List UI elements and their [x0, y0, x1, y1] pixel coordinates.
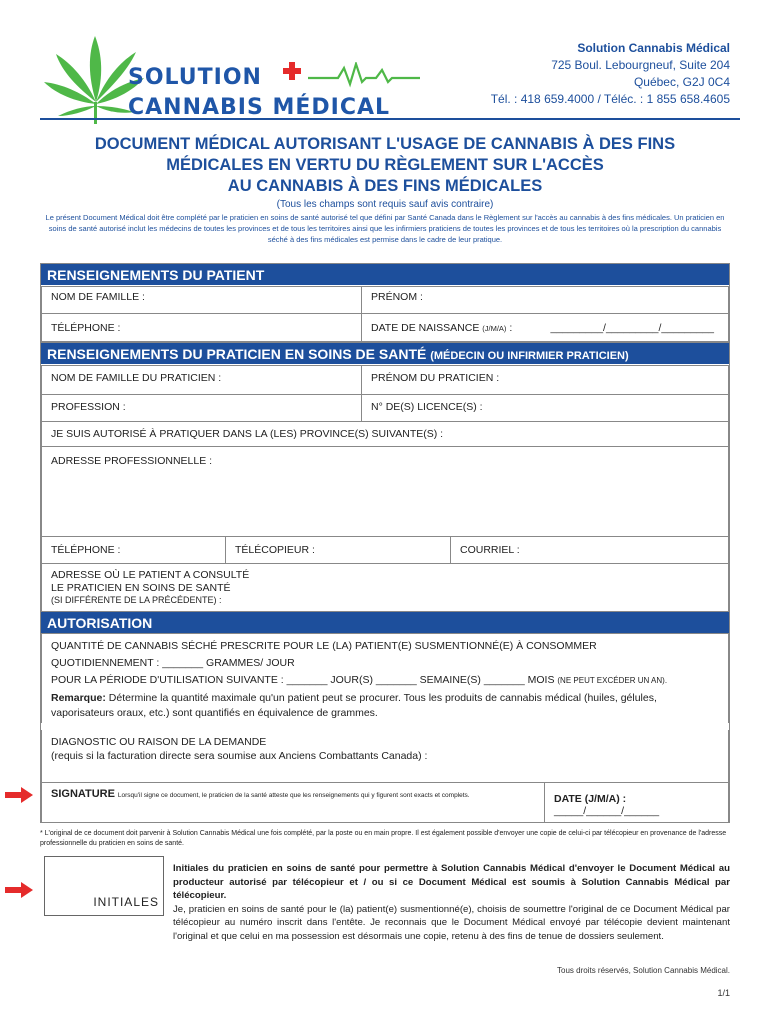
document-intro: Le présent Document Médical doit être complété par le praticien en soins de santé autorisé tel que défini par Santé Canada dans le Règlement sur l'accès au cannabis à des fins médicales. Un praticien en soins de santé autorisé inclut les médecins de toutes les provinces et de tous les territoires ainsi que les infirmiers praticiens de toutes les provinces et de tous les territoires où la prescription du cannabis séché à des fins médicales est permise dans le cadre de leur pratique. [45, 213, 725, 244]
company-address-line1: 725 Boul. Lebourgneuf, Suite 204 [551, 58, 730, 72]
consult-address-line2: LE PRATICIEN EN SOINS DE SANTÉ [51, 581, 231, 594]
date-field[interactable] [544, 782, 729, 823]
initials-heading: Initiales du praticien en soins de santé pour permettre à Solution Cannabis Médical d'envoyer le Document Médical au producteur autorisé par télécopieur et / ou si ce Document Médical est soumis à Solution Cannabis Médical par télécopieur. [173, 863, 730, 901]
patient-last-name-label: NOM DE FAMILLE : [51, 291, 145, 303]
practitioner-provinces-label: JE SUIS AUTORISÉ À PRATIQUER DANS LA (LES) PROVINCE(S) SUIVANTE(S) : [51, 428, 444, 440]
practitioner-email-label: COURRIEL : [460, 544, 520, 556]
rights-notice: Tous droits réservés, Solution Cannabis Médical. [557, 966, 730, 975]
header-divider [40, 118, 740, 120]
practitioner-heading-text: RENSEIGNEMENTS DU PRATICIEN EN SOINS DE SANTÉ [47, 346, 427, 362]
practitioner-address-field[interactable] [41, 446, 729, 537]
patient-dob-label: DATE DE NAISSANCE [371, 322, 480, 334]
date-label: DATE (J/M/A) : [554, 793, 627, 805]
medical-cross-icon [283, 62, 301, 80]
signature-note: Lorsqu'il signe ce document, le praticien de la santé atteste que les renseignements qui y figurent sont exacts et complets. [117, 792, 470, 799]
period-note: (NE PEUT EXCÉDER UN AN). [557, 676, 668, 685]
company-logo [40, 32, 420, 127]
company-address-line2: Québec, G2J 0C4 [633, 75, 730, 89]
practitioner-section-heading [41, 343, 729, 364]
signature-field[interactable] [41, 782, 545, 823]
practitioner-phone-label: TÉLÉPHONE : [51, 544, 121, 556]
patient-first-name-field[interactable] [361, 286, 729, 314]
practitioner-fax-field[interactable] [225, 536, 451, 564]
heartbeat-icon [308, 62, 420, 88]
page-number: 1/1 [717, 988, 730, 998]
document-subtitle: (Tous les champs sont requis sauf avis contraire) [276, 199, 494, 210]
practitioner-profession-label: PROFESSION : [51, 401, 126, 413]
consult-address-line1: ADRESSE OÙ LE PATIENT A CONSULTÉ [51, 569, 250, 581]
authorization-quantity-block[interactable] [41, 633, 729, 723]
logo-line2: CANNABIS MÉDICAL [128, 95, 391, 120]
company-phone-fax: Tél. : 418 659.4000 / Téléc. : 1 855 658.4605 [490, 92, 730, 106]
date-blank: _____/______/______ [554, 805, 660, 817]
initials-consent-text [173, 862, 730, 943]
remark-label: Remarque: [51, 692, 106, 704]
practitioner-fax-label: TÉLÉCOPIEUR : [235, 544, 315, 556]
diagnosis-label: DIAGNOSTIC OU RAISON DE LA DEMANDE [51, 736, 267, 748]
logo-line1: SOLUTION [128, 65, 262, 90]
diagnosis-note: (requis si la facturation directe sera soumise aux Anciens Combattants Canada) : [51, 750, 428, 762]
practitioner-first-name-field[interactable] [361, 365, 729, 395]
patient-dob-field[interactable] [361, 313, 729, 342]
initials-field[interactable] [44, 856, 164, 916]
practitioner-email-field[interactable] [450, 536, 729, 564]
initials-body: Je, praticien en soins de santé pour le (la) patient(e) susmentionné(e), choisis de soumettre l'original de ce Document Médical par télécopieur au numéro inscrit dans l'entête. Je reconnais que le Document Médical envoyé par télécopie devient maintenant l'original et que celui en ma possession est désormais une copie, retenu à des fins de tenue de dossiers seulement. [173, 903, 730, 942]
practitioner-address-label: ADRESSE PROFESSIONNELLE : [51, 455, 213, 467]
quantity-line2: QUOTIDIENNEMENT : _______ GRAMMES/ JOUR [51, 657, 295, 669]
patient-section-heading: RENSEIGNEMENTS DU PATIENT [41, 264, 729, 285]
consult-address-line3: (SI DIFFÉRENTE DE LA PRÉCÉDENTE) : [51, 595, 222, 605]
document-title [40, 134, 730, 197]
patient-dob-format: (J/M/A) [482, 324, 507, 333]
initials-label: INITIALES [93, 895, 159, 909]
practitioner-heading-note: (MÉDECIN OU INFIRMIER PRATICIEN) [430, 350, 629, 362]
practitioner-last-name-field[interactable] [41, 365, 362, 395]
practitioner-last-name-label: NOM DE FAMILLE DU PRATICIEN : [51, 372, 222, 384]
practitioner-licence-field[interactable] [361, 394, 729, 422]
patient-first-name-label: PRÉNOM : [371, 291, 423, 303]
title-line3: AU CANNABIS À DES FINS MÉDICALES [227, 177, 543, 195]
company-name: Solution Cannabis Médical [577, 41, 730, 55]
authorization-section-heading: AUTORISATION [41, 612, 729, 633]
initials-arrow-icon [5, 882, 33, 898]
practitioner-provinces-field[interactable] [41, 421, 729, 447]
patient-phone-label: TÉLÉPHONE : [51, 322, 121, 334]
patient-dob-colon: : [506, 322, 513, 334]
patient-last-name-field[interactable] [41, 286, 362, 314]
title-line2: MÉDICALES EN VERTU DU RÈGLEMENT SUR L'ACCÈS [166, 156, 604, 174]
practitioner-phone-field[interactable] [41, 536, 226, 564]
signature-arrow-icon [5, 787, 33, 803]
practitioner-licence-label: N° DE(S) LICENCE(S) : [371, 401, 483, 413]
remark-text: Détermine la quantité maximale qu'un patient peut se procurer. Tous les produits de cannabis médical (huiles, gélules, vaporisateurs oraux, etc.) sont quantifiés en équivalence de grammes. [51, 692, 657, 719]
diagnosis-field[interactable] [41, 730, 729, 782]
signature-label: SIGNATURE [51, 788, 115, 800]
title-line1: DOCUMENT MÉDICAL AUTORISANT L'USAGE DE CANNABIS À DES FINS [94, 135, 676, 153]
practitioner-consult-address-field[interactable] [41, 563, 729, 612]
practitioner-first-name-label: PRÉNOM DU PRATICIEN : [371, 372, 500, 384]
patient-dob-blank: _________/_________/_________ [550, 322, 714, 334]
company-address [491, 40, 730, 108]
patient-phone-field[interactable] [41, 313, 362, 342]
original-document-footnote: * L'original de ce document doit parvenir à Solution Cannabis Médical une fois complété, par la poste ou en main propre. Il est également possible d'envoyer une copie de celui-ci par télécopieur en provenance de l'adresse professionnelle du praticien en soins de santé. [40, 830, 727, 847]
quantity-line1: QUANTITÉ DE CANNABIS SÉCHÉ PRESCRITE POUR LE (LA) PATIENT(E) SUSMENTIONNÉ(E) À CONSOMMER [51, 640, 597, 652]
period-line: POUR LA PÉRIODE D'UTILISATION SUIVANTE : _______ JOUR(S) _______ SEMAINE(S) _______ MOIS [51, 674, 555, 686]
practitioner-profession-field[interactable] [41, 394, 362, 422]
